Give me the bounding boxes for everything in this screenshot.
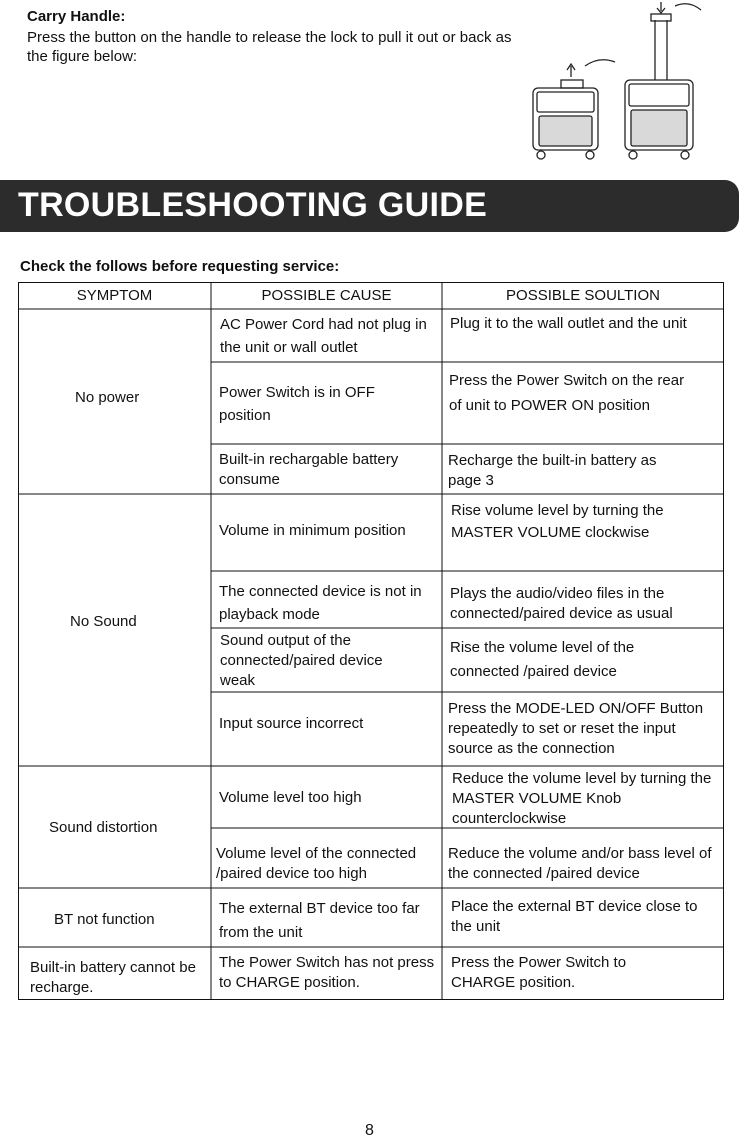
solution-cell: Place the external BT device close to the unit bbox=[451, 898, 698, 935]
cause-cell: Sound output of the connected/paired device weak bbox=[220, 632, 383, 689]
header-symptom: SYMPTOM bbox=[76, 287, 153, 304]
page-number: 8 bbox=[365, 1122, 374, 1139]
cause-cell: Input source incorrect bbox=[219, 715, 364, 732]
header-possible-solution: POSSIBLE SOULTION bbox=[506, 287, 660, 304]
symptom-cell: Sound distortion bbox=[49, 819, 158, 836]
solution-cell: Reduce the volume and/or bass level of the connected /paired device bbox=[448, 845, 712, 882]
solution-cell: Press the MODE-LED ON/OFF Button repeatedly to set or reset the input source as the connection bbox=[448, 700, 704, 757]
solution-cell: Plug it to the wall outlet and the unit bbox=[450, 315, 687, 332]
header-possible-cause: POSSIBLE CAUSE bbox=[261, 287, 392, 304]
solution-cell: Press the Power Switch to CHARGE position. bbox=[451, 954, 627, 991]
symptom-cell: Built-in battery cannot be recharge. bbox=[30, 959, 196, 996]
carry-handle-illustration bbox=[525, 0, 730, 165]
cause-cell: Volume in minimum position bbox=[219, 522, 406, 539]
cause-cell: AC Power Cord had not plug in the unit or wall outlet bbox=[220, 316, 427, 356]
cause-cell: The external BT device too far from the unit bbox=[219, 900, 420, 941]
cause-cell: Volume level too high bbox=[219, 789, 362, 806]
symptom-cell: No power bbox=[75, 389, 140, 406]
cause-cell: Volume level of the connected /paired device too high bbox=[216, 845, 417, 882]
troubleshooting-table bbox=[18, 282, 724, 1000]
carry-handle-heading: Carry Handle: bbox=[27, 8, 126, 25]
solution-cell: Recharge the built-in battery as page 3 bbox=[448, 452, 657, 489]
symptom-cell: No Sound bbox=[70, 613, 137, 630]
cause-cell: Built-in rechargable battery consume bbox=[219, 451, 399, 488]
solution-cell: Reduce the volume level by turning the MASTER VOLUME Knob counterclockwise bbox=[452, 770, 712, 827]
carry-handle-instructions: Press the button on the handle to release the lock to pull it out or back as the figure below: bbox=[27, 29, 512, 65]
banner-title: TROUBLESHOOTING GUIDE bbox=[18, 186, 488, 224]
solution-cell: Press the Power Switch on the rear of unit to POWER ON position bbox=[449, 372, 685, 414]
solution-cell: Rise volume level by turning the MASTER VOLUME clockwise bbox=[451, 502, 664, 541]
symptom-cell: BT not function bbox=[54, 911, 155, 928]
solution-cell: Rise the volume level of the connected /paired device bbox=[450, 639, 635, 680]
check-before-service-text: Check the follows before requesting service: bbox=[20, 258, 340, 275]
troubleshooting-banner bbox=[0, 180, 739, 232]
solution-cell: Plays the audio/video files in the connected/paired device as usual bbox=[450, 585, 673, 622]
cause-cell: Power Switch is in OFF position bbox=[219, 384, 375, 424]
cause-cell: The connected device is not in playback mode bbox=[219, 583, 422, 623]
cause-cell: The Power Switch has not press to CHARGE position. bbox=[219, 954, 435, 991]
